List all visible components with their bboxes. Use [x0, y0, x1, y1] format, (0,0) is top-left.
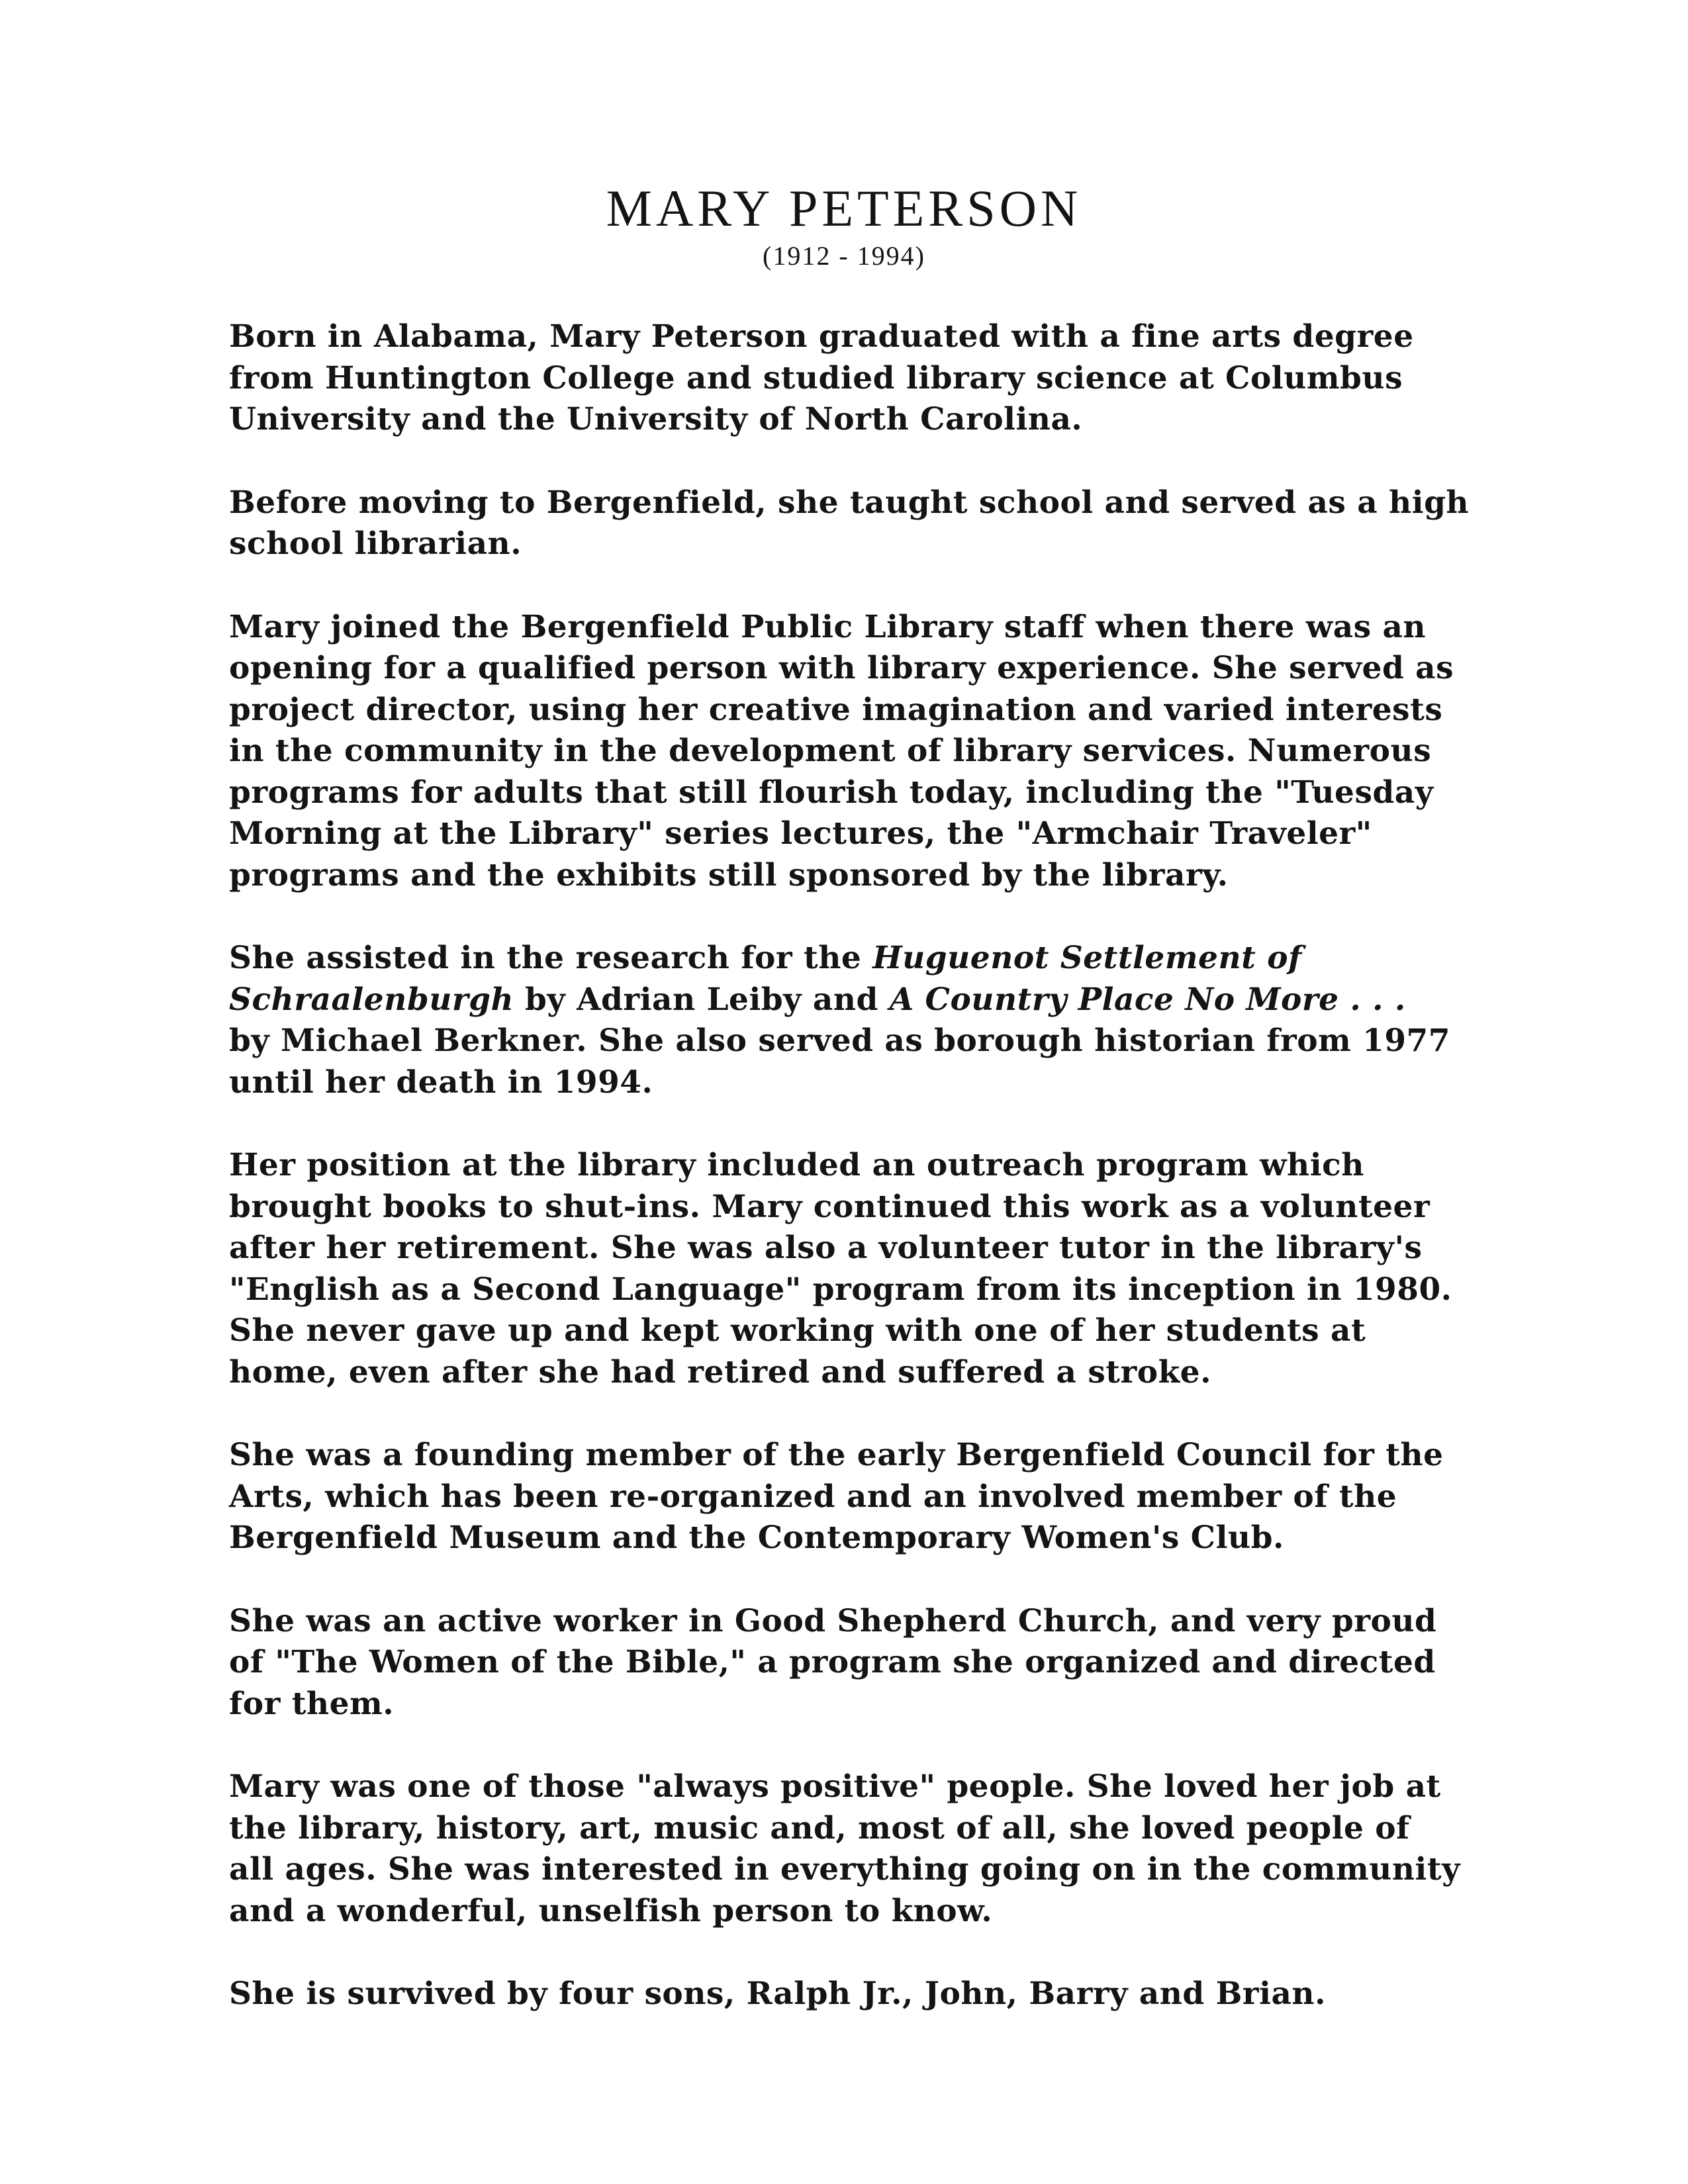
paragraph-library-staff: [229, 607, 1500, 897]
text-line: home, even after she had retired and suffered a stroke.: [229, 1353, 1211, 1390]
text-line: the library, history, art, music and, most of all, she loved people of: [229, 1809, 1410, 1846]
text-line: from Huntington College and studied library science at Columbus: [229, 359, 1403, 396]
paragraph-character: [229, 1766, 1500, 1932]
paragraph-church: [229, 1601, 1500, 1725]
text-line: Her position at the library included an outreach program which: [229, 1147, 1364, 1183]
text-line: She was a founding member of the early Bergenfield Council for the: [229, 1437, 1444, 1473]
life-dates: (1912 - 1994): [763, 241, 925, 271]
text-line: in the community in the development of library services. Numerous: [229, 733, 1432, 769]
text-line: brought books to shut-ins. Mary continued this work as a volunteer: [229, 1188, 1430, 1225]
paragraph-survivors: [229, 1974, 1500, 2015]
text-line: University and the University of North Carolina.: [229, 401, 1083, 437]
paragraph-early-career: [229, 482, 1500, 565]
paragraph-research: [229, 938, 1500, 1103]
paragraph-arts-council: [229, 1435, 1500, 1559]
document-body: [229, 316, 1500, 2057]
book-title-schraalenburgh: Schraalenburgh: [229, 981, 514, 1018]
text-line: school librarian.: [229, 525, 522, 562]
text-line: opening for a qualified person with library experience. She served as: [229, 650, 1454, 686]
text-line: "English as a Second Language" program from its inception in 1980.: [229, 1271, 1452, 1308]
text-line: Arts, which has been re-organized and an involved member of the: [229, 1478, 1397, 1515]
text-line: Before moving to Bergenfield, she taught school and served as a high: [229, 484, 1470, 521]
text-line: She never gave up and kept working with one of her students at: [229, 1312, 1366, 1349]
text-line: Bergenfield Museum and the Contemporary Women's Club.: [229, 1520, 1284, 1556]
text-line: She is survived by four sons, Ralph Jr., John, Barry and Brian.: [229, 1976, 1326, 2012]
paragraph-outreach: [229, 1145, 1500, 1393]
text-line: and a wonderful, unselfish person to know.: [229, 1892, 993, 1929]
paragraph-education: [229, 316, 1500, 441]
text-segment: by Adrian Leiby and: [514, 981, 890, 1018]
text-line: programs and the exhibits still sponsored by the library.: [229, 856, 1229, 893]
text-line: of "The Women of the Bible," a program she organized and directed: [229, 1644, 1436, 1680]
text-line: after her retirement. She was also a volunteer tutor in the library's: [229, 1230, 1423, 1266]
document-title: MARY PETERSON: [606, 179, 1082, 237]
text-line: [229, 938, 1500, 979]
text-line: project director, using her creative imagination and varied interests: [229, 691, 1443, 728]
text-line: Born in Alabama, Mary Peterson graduated with a fine arts degree: [229, 318, 1414, 355]
text-line: [229, 979, 1500, 1021]
book-title-huguenot: Huguenot Settlement of: [872, 940, 1302, 976]
book-title-country-place: A Country Place No More . . .: [889, 981, 1406, 1018]
text-line: programs for adults that still flourish today, including the "Tuesday: [229, 774, 1434, 811]
text-line: Mary joined the Bergenfield Public Library staff when there was an: [229, 608, 1427, 645]
text-line: until her death in 1994.: [229, 1064, 653, 1101]
text-line: Mary was one of those "always positive" people. She loved her job at: [229, 1768, 1441, 1805]
text-line: Morning at the Library" series lectures, the "Armchair Traveler": [229, 815, 1372, 852]
text-line: She was an active worker in Good Shepherd Church, and very proud: [229, 1602, 1437, 1639]
text-line: for them.: [229, 1685, 395, 1722]
text-segment: She assisted in the research for the: [229, 940, 873, 976]
text-line: by Michael Berkner. She also served as borough historian from 1977: [229, 1023, 1450, 1059]
text-line: all ages. She was interested in everything going on in the community: [229, 1851, 1460, 1888]
